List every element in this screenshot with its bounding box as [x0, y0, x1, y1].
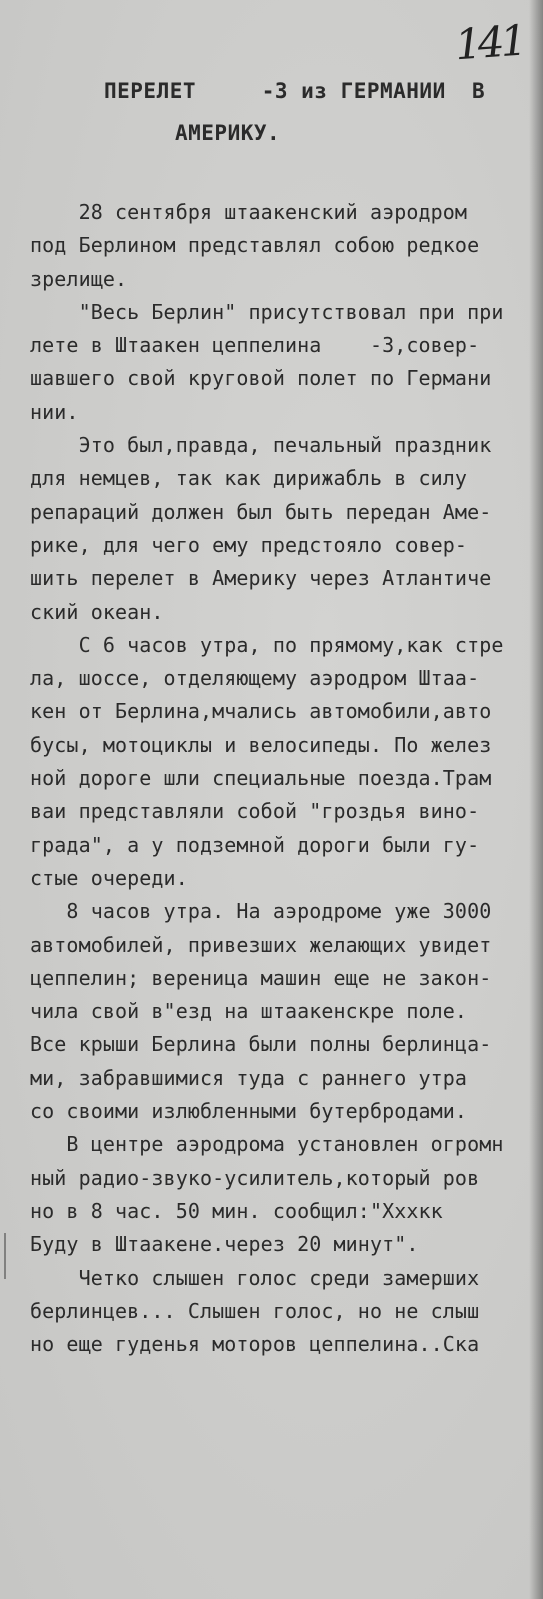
text-line: С 6 часов утра, по прямому,как стре — [30, 632, 504, 657]
text-line: цеппелин; вереница машин еще не закон- — [30, 965, 492, 990]
text-line: Это был,правда, печальный праздник — [30, 433, 492, 458]
text-line: шавшего свой круговой полет по Германи — [30, 366, 492, 391]
text-line: берлинцев... Слышен голос, но не слыш — [30, 1298, 480, 1323]
page-number: 141 — [453, 15, 525, 70]
text-line: репараций должен был быть передан Аме- — [30, 499, 492, 524]
text-line: ной дороге шли специальные поезда.Трам — [30, 766, 492, 791]
text-line: ми, забравшимися туда с раннего утра — [30, 1065, 468, 1090]
text-line: Все крыши Берлина были полны берлинца- — [30, 1032, 492, 1057]
text-line: лете в Штаакен цеппелина -3,совер- — [30, 333, 480, 358]
text-line: града", а у подземной дороги были гу- — [30, 832, 480, 857]
body-text — [30, 196, 540, 1361]
text-line: зрелище. — [30, 266, 128, 291]
text-line: бусы, мотоциклы и велосипеды. По желез — [30, 732, 492, 757]
text-line: рике, для чего ему предстояло совер- — [30, 532, 468, 557]
margin-mark — [4, 1233, 6, 1279]
text-line: шить перелет в Америку через Атлантиче — [30, 566, 492, 591]
text-line: но еще гуденья моторов цеппелина..Ска — [30, 1332, 480, 1357]
page-edge-shadow — [529, 0, 543, 1599]
text-line: со своими излюбленными бутербродами. — [30, 1099, 468, 1124]
text-line: стые очереди. — [30, 865, 188, 890]
text-line: ский океан. — [30, 599, 164, 624]
text-line: ваи представляли собой "гроздья вино- — [30, 799, 480, 824]
text-line: автомобилей, привезших желающих увидет — [30, 932, 492, 957]
text-line: кен от Берлина,мчались автомобили,авто — [30, 699, 492, 724]
text-line: нии. — [30, 399, 79, 424]
text-line: 28 сентября штаакенский аэродром — [30, 200, 468, 224]
text-line: чила свой в"езд на штаакенскре поле. — [30, 999, 468, 1024]
title-line-1: ПЕРЕЛЕТ -3 из ГЕРМАНИИ В — [104, 79, 486, 103]
text-line: Буду в Штаакене.через 20 минут". — [30, 1232, 419, 1257]
text-line: В центре аэродрома установлен огромн — [30, 1132, 504, 1157]
text-line: для немцев, так как дирижабль в силу — [30, 466, 468, 491]
text-line: ла, шоссе, отделяющему аэродром Штаа- — [30, 666, 480, 691]
title-line-2: АМЕРИКУ. — [175, 121, 281, 145]
text-line: ный радио-звуко-усилитель,который ров — [30, 1165, 480, 1190]
text-line: под Берлином представлял собою редкое — [30, 233, 480, 258]
text-line: Четко слышен голос среди замерших — [30, 1265, 480, 1290]
text-line: но в 8 час. 50 мин. сообщил:"Хххкк — [30, 1198, 443, 1223]
text-line: 8 часов утра. На аэродроме уже 3000 — [30, 899, 492, 924]
text-line: "Весь Берлин" присутствовал при при — [30, 299, 504, 324]
